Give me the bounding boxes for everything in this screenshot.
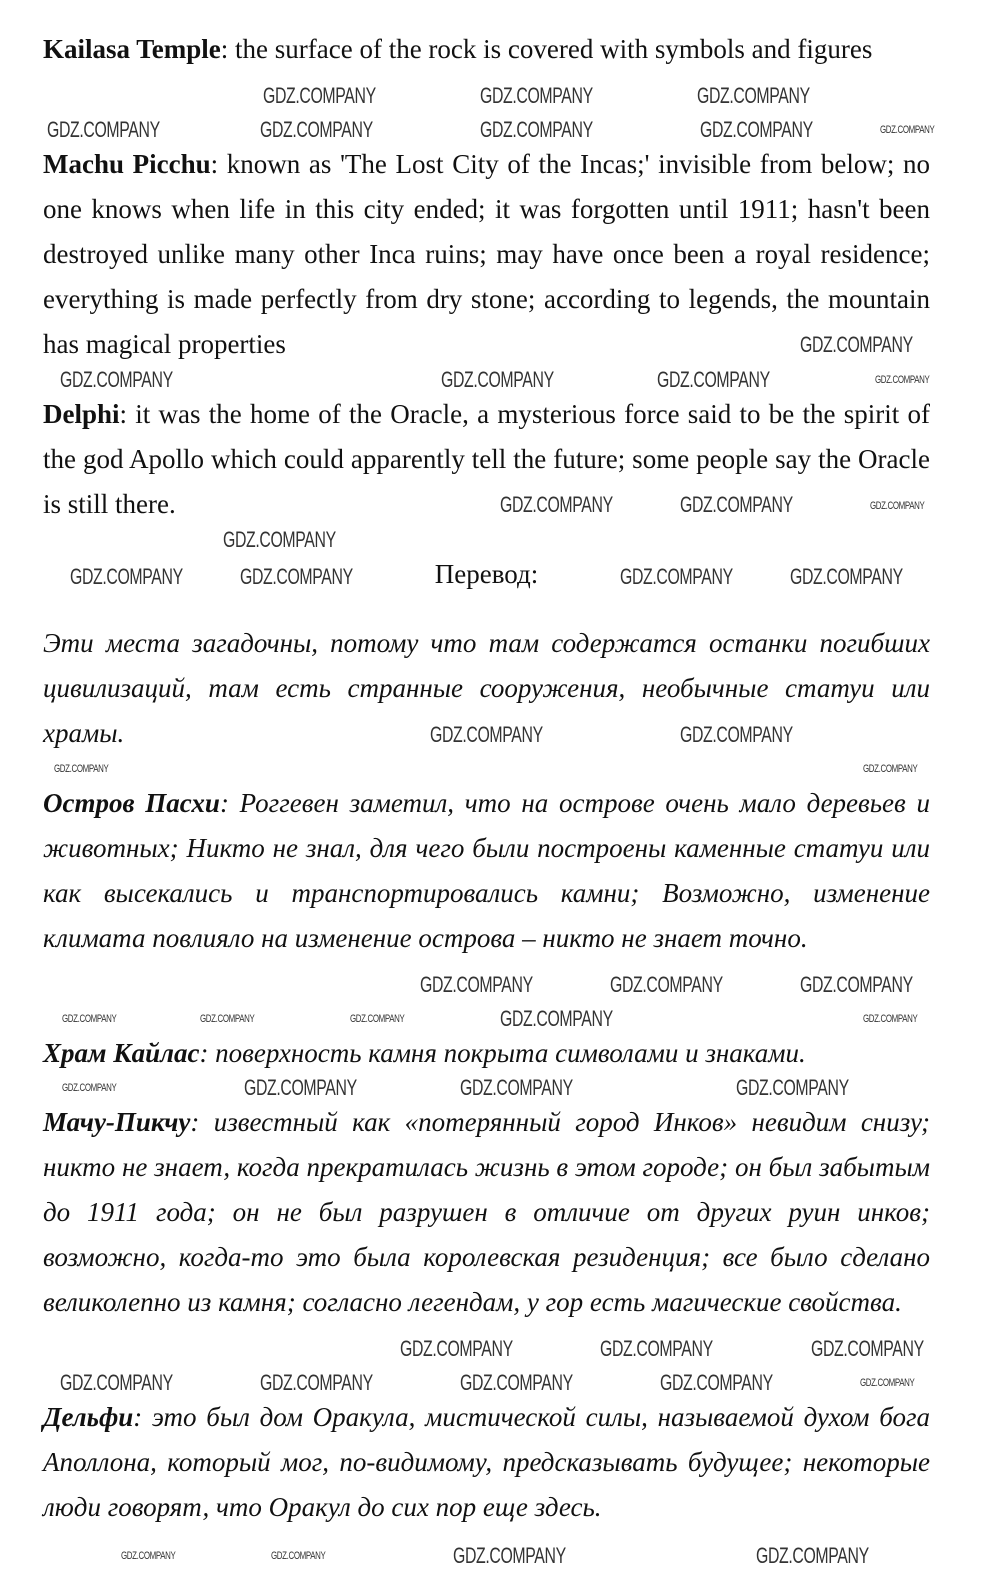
- watermark: GDZ.COMPANY: [800, 972, 913, 997]
- paragraph-machu-picchu: [43, 142, 930, 367]
- term: Храм Кайлас: [43, 1038, 200, 1068]
- paragraph-kailasa: [43, 27, 930, 72]
- watermark: GDZ.COMPANY: [240, 564, 353, 589]
- watermark: GDZ.COMPANY: [756, 1543, 869, 1568]
- watermark: GDZ.COMPANY: [62, 1013, 117, 1025]
- watermark: GDZ.COMPANY: [500, 1006, 613, 1031]
- description: : it was the home of the Oracle, a mysterious force said to be the spirit of the god Apollo which could apparently tell the future; some people say the Oracle is still there.: [43, 399, 930, 519]
- watermark: GDZ.COMPANY: [260, 1370, 373, 1395]
- watermark: GDZ.COMPANY: [680, 492, 793, 517]
- watermark: GDZ.COMPANY: [60, 367, 173, 392]
- watermark: GDZ.COMPANY: [790, 564, 903, 589]
- watermark: GDZ.COMPANY: [620, 564, 733, 589]
- term: Delphi: [43, 399, 120, 429]
- paragraph-intro: Эти места загадочны, потому что там содержатся останки погибших цивилизаций, там есть странные сооружения, необычные статуи или храмы.: [43, 628, 930, 748]
- watermark: GDZ.COMPANY: [223, 527, 336, 552]
- watermark: GDZ.COMPANY: [420, 972, 533, 997]
- watermark: GDZ.COMPANY: [260, 117, 373, 142]
- watermark: GDZ.COMPANY: [660, 1370, 773, 1395]
- description: : known as 'The Lost City of the Incas;' invisible from below; no one knows when life in this city ended; it was forgotten until 1911; hasn't been destroyed unlike many other Inca ruins; may have once been a royal residence; everything is made perfectly from dry stone; according to legends, the mountain has magical properties: [43, 149, 930, 359]
- watermark: GDZ.COMPANY: [657, 367, 770, 392]
- watermark: GDZ.COMPANY: [863, 1013, 918, 1025]
- watermark: GDZ.COMPANY: [880, 124, 935, 136]
- translation-heading: Перевод:: [434, 559, 539, 589]
- watermark: GDZ.COMPANY: [453, 1543, 566, 1568]
- watermark: GDZ.COMPANY: [244, 1075, 357, 1100]
- term: Machu Picchu: [43, 149, 211, 179]
- term: Остров Пасхи: [43, 788, 220, 818]
- watermark: GDZ.COMPANY: [350, 1013, 405, 1025]
- watermark: GDZ.COMPANY: [860, 1377, 915, 1389]
- watermark: GDZ.COMPANY: [200, 1013, 255, 1025]
- description: : это был дом Оракула, мистической силы, называемой духом бога Аполлона, который мог, по-видимому, предсказывать будущее; некоторые люди говорят, что Оракул до сих пор еще здесь.: [43, 1402, 930, 1522]
- term: Дельфи: [43, 1402, 134, 1432]
- watermark: GDZ.COMPANY: [460, 1075, 573, 1100]
- watermark: GDZ.COMPANY: [800, 332, 913, 357]
- term: Kailasa Temple: [43, 34, 221, 64]
- paragraph-delphi: [43, 392, 930, 527]
- watermark: GDZ.COMPANY: [441, 367, 554, 392]
- watermark: GDZ.COMPANY: [62, 1082, 117, 1094]
- watermark: GDZ.COMPANY: [121, 1550, 176, 1562]
- watermark: GDZ.COMPANY: [271, 1550, 326, 1562]
- watermark: GDZ.COMPANY: [680, 722, 793, 747]
- description: : известный как «потерянный город Инков» невидим снизу; никто не знает, когда прекратилась жизнь в этом городе; он был забытым до 1911 года; он не был разрушен в отличие от других руин инков; возможно, когда-то это была королевская резиденция; все было сделано великолепно из камня; согласно легендам, у гор есть магические свойства.: [43, 1107, 930, 1317]
- watermark: GDZ.COMPANY: [875, 374, 930, 386]
- watermark: GDZ.COMPANY: [460, 1370, 573, 1395]
- watermark: GDZ.COMPANY: [54, 763, 109, 775]
- watermark: GDZ.COMPANY: [60, 1370, 173, 1395]
- term: Мачу-Пикчу: [43, 1107, 191, 1137]
- paragraph-kailas: [43, 1031, 930, 1076]
- watermark: GDZ.COMPANY: [263, 83, 376, 108]
- watermark: GDZ.COMPANY: [811, 1336, 924, 1361]
- watermark: GDZ.COMPANY: [697, 83, 810, 108]
- paragraph-machu-picchu-ru: [43, 1100, 930, 1325]
- watermark: GDZ.COMPANY: [400, 1336, 513, 1361]
- description: : the surface of the rock is covered with symbols and figures: [220, 34, 873, 64]
- paragraph-delphi-ru: [43, 1395, 930, 1530]
- watermark: GDZ.COMPANY: [610, 972, 723, 997]
- watermark: GDZ.COMPANY: [480, 117, 593, 142]
- description: : Роггевен заметил, что на острове очень мало деревьев и животных; Никто не знал, для чего были построены каменные статуи или как высекались и транспортировались камни; Возможно, изменение климата повлияло на изменение острова – никто не знает точно.: [43, 788, 930, 953]
- watermark: GDZ.COMPANY: [700, 117, 813, 142]
- watermark: GDZ.COMPANY: [500, 492, 613, 517]
- description: : поверхность камня покрыта символами и знаками.: [199, 1038, 806, 1068]
- watermark: GDZ.COMPANY: [480, 83, 593, 108]
- watermark: GDZ.COMPANY: [600, 1336, 713, 1361]
- watermark: GDZ.COMPANY: [870, 500, 925, 512]
- watermark: GDZ.COMPANY: [70, 564, 183, 589]
- paragraph-easter-island: [43, 781, 930, 961]
- watermark: GDZ.COMPANY: [430, 722, 543, 747]
- watermark: GDZ.COMPANY: [736, 1075, 849, 1100]
- watermark: GDZ.COMPANY: [47, 117, 160, 142]
- watermark: GDZ.COMPANY: [863, 763, 918, 775]
